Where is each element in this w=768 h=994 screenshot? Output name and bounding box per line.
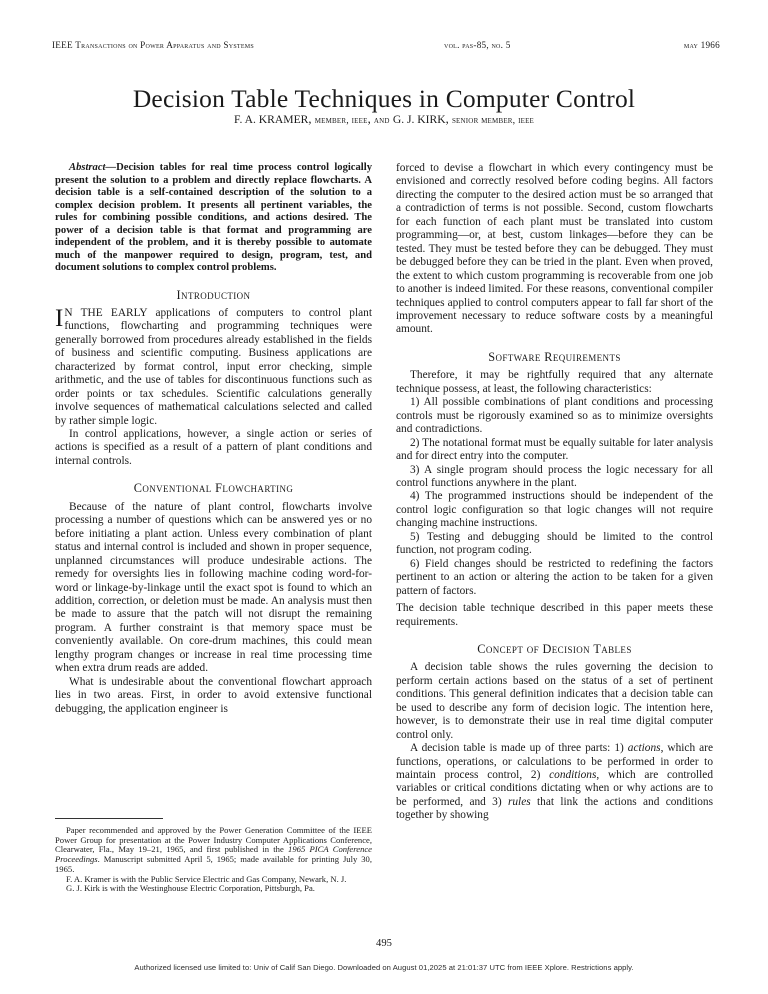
- concept-paragraph-2: [396, 742, 713, 823]
- software-requirement-item: 1) All possible combinations of plant conditions and processing controls must be rigorously examined so as to minimize oversights and contradictions.: [396, 396, 713, 436]
- left-column: [55, 162, 372, 716]
- volume-issue: vol. pas-85, no. 5: [444, 40, 511, 50]
- paper-title: Decision Table Techniques in Computer Control: [132, 84, 636, 114]
- concept-p2-a: A decision table is made up of three parts: 1): [410, 742, 628, 755]
- concept-p2-c: , which are controlled variables or critical conditions dictating when or why actions are to be performed, and 3): [396, 769, 713, 808]
- footnote-block: [55, 826, 372, 894]
- abstract-text: Decision tables for real time process control logically present the solution to a problem and directly replace flowcharts. A decision table is a self-contained description of the solution to a complex decision problem. It presents all pertinent variables, the rules for combining possible conditions, and actions desired. The power of a decision table is that format and programming are independent of the problem, and it is thereby possible to automate much of the manpower required to design, program, test, and document solutions to complex control problems.: [55, 162, 372, 273]
- concept-p2-b: , which are functions, operations, or calculations to be performed in order to maintain process control, 2): [396, 742, 713, 782]
- journal-name: IEEE Transactions on Power Apparatus and Systems: [52, 40, 254, 50]
- software-requirement-item: 2) The notational format must be equally suitable for later analysis and for direct entry into the computer.: [396, 436, 713, 463]
- abstract-label: Abstract—: [69, 162, 117, 173]
- flowcharting-paragraph-2-continued-text: forced to devise a flowchart in which every contingency must be envisioned and correctly resolved before coding begins. All factors directing the computer to the desired action must be so arranged that a contradiction of terms is not possible. Second, custom flowcharts for each function of each plant must be translated into custom programming—or, at best, custom linkages—before they can be tested. They must be tested before they can be debugged. They must be debugged before they can be tried in the plant. Even when proved, the extent to which custom programming is recoverable from one job to another is indeed limited. For these reasons, conventional compiler techniques applied to control computers appear to fall far short of the improvement necessary to reduce software costs by a meaningful amount.: [396, 162, 713, 336]
- author-one-affiliation: member, ieee: [314, 115, 368, 126]
- concept-term-actions: actions: [627, 742, 661, 755]
- abstract-paragraph: [55, 162, 372, 275]
- author-two-name: G. J. KIRK: [392, 113, 446, 126]
- running-head: [52, 40, 720, 50]
- page-number: 495: [376, 938, 392, 949]
- section-heading-conventional-flowcharting: Conventional Flowcharting: [133, 481, 294, 496]
- introduction-paragraph-1: [55, 304, 372, 428]
- footnote-author-one-affiliation: F. A. Kramer is with the Public Service Electric and Gas Company, Newark, N. J.: [66, 873, 347, 884]
- software-requirements-closing: The decision table technique described in this paper meets these requirements.: [396, 602, 713, 628]
- section-heading-software-requirements: Software Requirements: [488, 349, 621, 364]
- footnote-author-two-affiliation: G. J. Kirk is with the Westinghouse Electric Corporation, Pittsburgh, Pa.: [66, 883, 315, 894]
- ieee-xplore-license-footer: Authorized licensed use limited to: Univ of Calif San Diego. Downloaded on August 01,2025 at 21:01:37 UTC from IEEE Xplore. Restrictions apply.: [134, 963, 634, 972]
- software-requirement-item: 4) The programmed instructions should be independent of the control logic configuration so that logic changes will not require changing machine instructions.: [396, 490, 713, 530]
- flowcharting-paragraph-1: Because of the nature of plant control, flowcharts involve processing a number of questions which can be answered yes or no before initiating a plant action. Unless every combination of plant status and internal control is included and shown in proper sequence, unplanned circumstances will produce undesirable actions. The remedy for oversights lies in following machine coding word-for-word or linkage-by-linkage until the exact spot is found to which an addition, correction, or deletion must be made. An analysis must then be made to assure that the patch will not disrupt the remaining program. A further constraint is that memory space must be conveniently available. On core-drum machines, this could mean lengthy program changes or increase in real time processing time when extra drum reads are added.: [55, 500, 372, 675]
- footnote-p1-a: Paper recommended and approved by the Power Generation Committee of the IEEE Power Group for presentation at the Power Industry Computer Applications Conference, Clearwater, Fla., May 19–21, 1965, and first published in the: [55, 825, 372, 855]
- flowcharting-paragraph-2-text: What is undesirable about the conventional flowchart approach lies in two areas. First, in order to avoid extensive functional debugging, the application engineer is: [55, 675, 372, 715]
- right-column: [396, 162, 713, 823]
- drop-cap-letter: I: [55, 304, 64, 332]
- introduction-paragraph-2: In control applications, however, a single action or series of actions is specified as a result of a pattern of plant conditions and internal controls.: [55, 428, 372, 467]
- footnote-p1-b: . Manuscript submitted April 5, 1965; made available for printing July 30, 1965.: [55, 854, 372, 874]
- issue-date: may 1966: [683, 40, 720, 50]
- author-two-affiliation: senior member, ieee: [451, 115, 535, 126]
- footnote-separator-rule: [55, 818, 163, 819]
- concept-term-rules: rules: [507, 795, 531, 808]
- author-line: F. A. KRAMER, member, ieee, and G. J. KIRK, senior member, ieee: [233, 112, 535, 126]
- software-requirement-item: 3) A single program should process the logic necessary for all control functions anywhere in the plant.: [396, 463, 713, 489]
- footnote-proceedings-title: 1965 PICA Conference Proceedings: [55, 844, 373, 865]
- concept-term-conditions: conditions: [549, 769, 597, 782]
- software-requirement-item: 5) Testing and debugging should be limited to the control function, not program coding.: [396, 530, 713, 557]
- section-heading-concept-of-decision-tables: Concept of Decision Tables: [477, 641, 632, 656]
- introduction-paragraph-1-text: N THE EARLY applications of computers to control plant functions, flowcharting and programming techniques were generally borrowed from procedures already established in the fields of business and scientific computing. Business applications are characterized by format control, input error checking, simple arithmetic, and the use of tables for discontinuous functions such as order points or tax schedules. Scientific calculations generally involve sequences of mathematical calculations selected and called by rather simple logic.: [55, 306, 372, 427]
- section-heading-introduction: Introduction: [176, 287, 251, 302]
- software-requirements-list: [396, 396, 713, 598]
- concept-p2-d: that link the actions and conditions together by showing: [396, 795, 713, 822]
- author-conjunction: and: [373, 115, 390, 126]
- flowcharting-paragraph-2-continued: [396, 162, 713, 337]
- software-requirement-item: 6) Field changes should be restricted to redefining the factors pertinent to an action or altering the action to be taken for a given pattern of factors.: [396, 557, 713, 597]
- concept-paragraph-1: A decision table shows the rules governing the decision to perform certain actions based on the status of a set of pertinent conditions. This general definition indicates that a decision table can be used to describe any form of decision logic. The intention here, however, is to demonstrate their use in real time digital computer control only.: [396, 661, 713, 741]
- footnote-paper-recommendation: [55, 826, 372, 875]
- software-requirements-intro: Therefore, it may be rightfully required that any alternate technique possess, at least, the following characteristics:: [396, 369, 713, 395]
- author-one-name: F. A. KRAMER: [233, 113, 309, 126]
- flowcharting-paragraph-2-part-left: [55, 676, 372, 716]
